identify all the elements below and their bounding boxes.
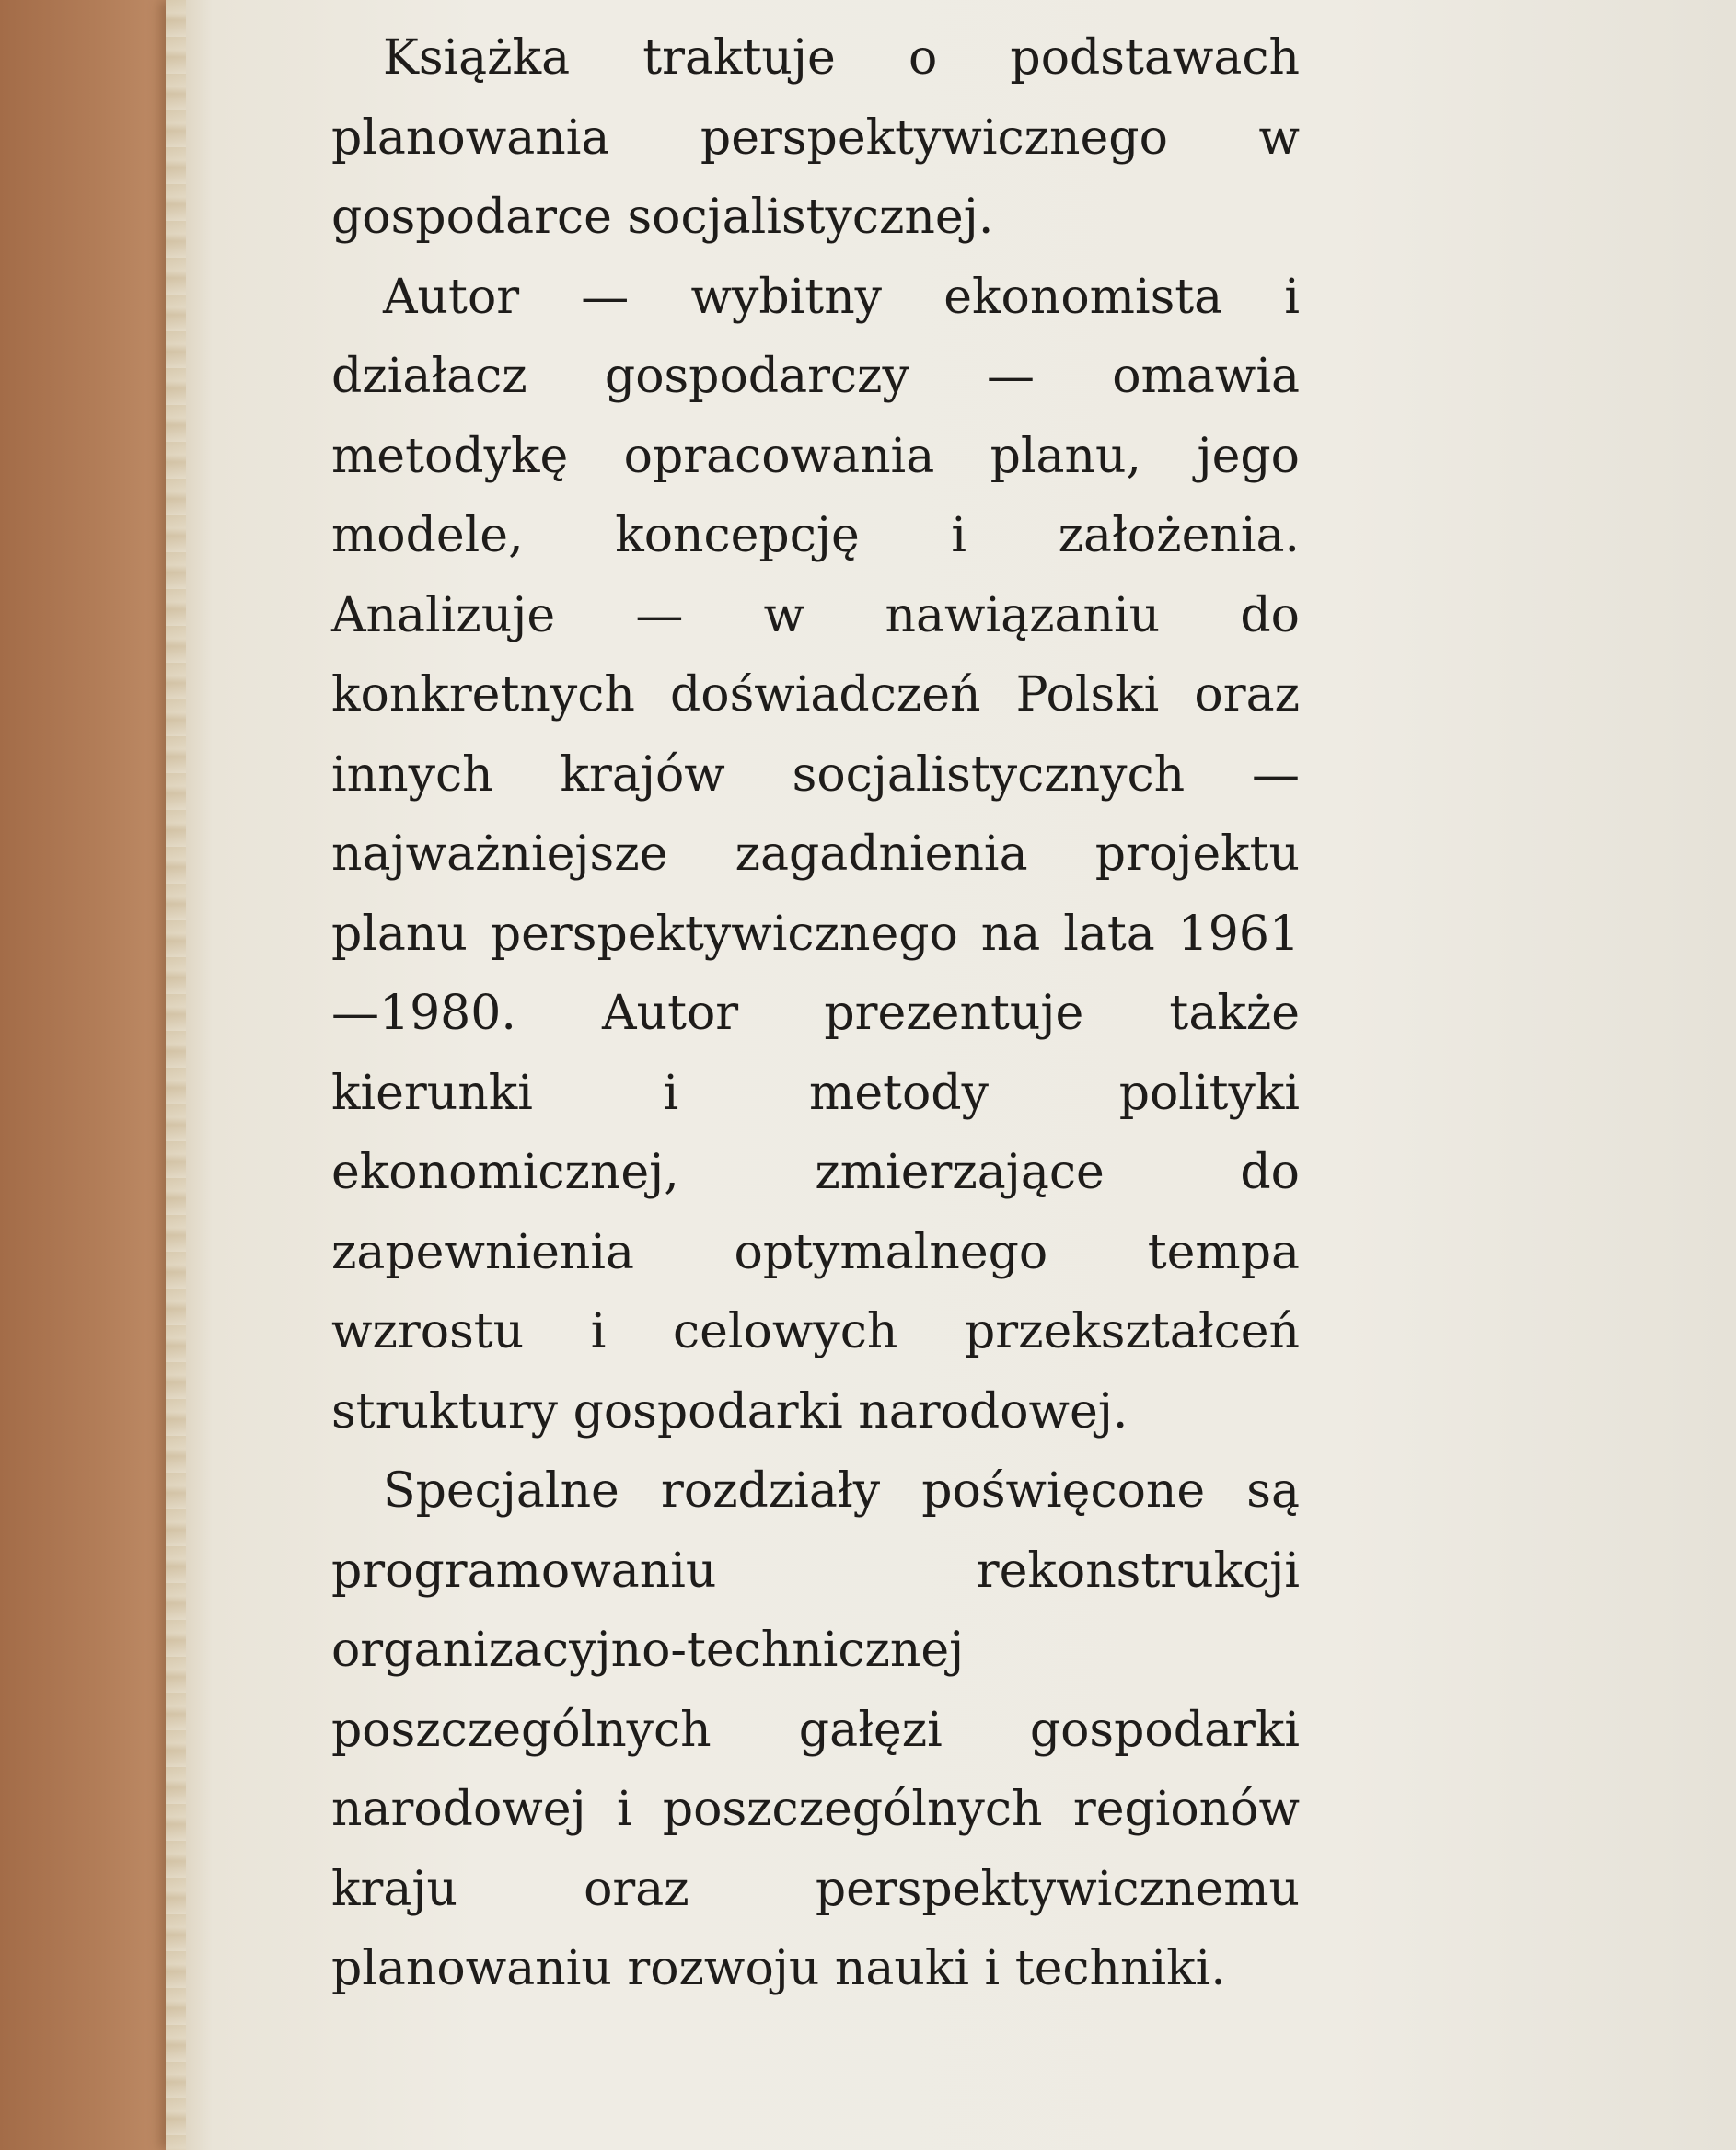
book-spine-background — [0, 0, 179, 2150]
paragraph-chapters: Specjalne rozdziały poświęcone są programowaniu rekonstrukcji organizacyjno-technicznej poszczególnych gałęzi gospodarki narodowej i poszczególnych regionów kraju oraz perspektywicznemu planowaniu rozwoju nauki i techniki. — [331, 1463, 1300, 1996]
page-edge — [166, 0, 186, 2150]
blurb-text — [331, 18, 1300, 2009]
paragraph-intro: Książka traktuje o podstawach planowania perspektywicznego w gospodarce socjalistycznej. — [331, 30, 1300, 245]
paragraph-author: Autor — wybitny ekonomista i działacz gospodarczy — omawia metodykę opracowania planu, jego modele, koncepcję i założenia. Analizuje — w nawiązaniu do konkretnych doświadczeń Polski oraz innych krajów socjalistycznych — najważniejsze zagadnienia projektu planu perspektywicznego na lata 1961—1980. Autor prezentuje także kierunki i metody polityki ekonomicznej, zmierzające do zapewnienia optymalnego tempa wzrostu i celowych przekształceń struktury gospodarki narodowej. — [331, 269, 1300, 1439]
